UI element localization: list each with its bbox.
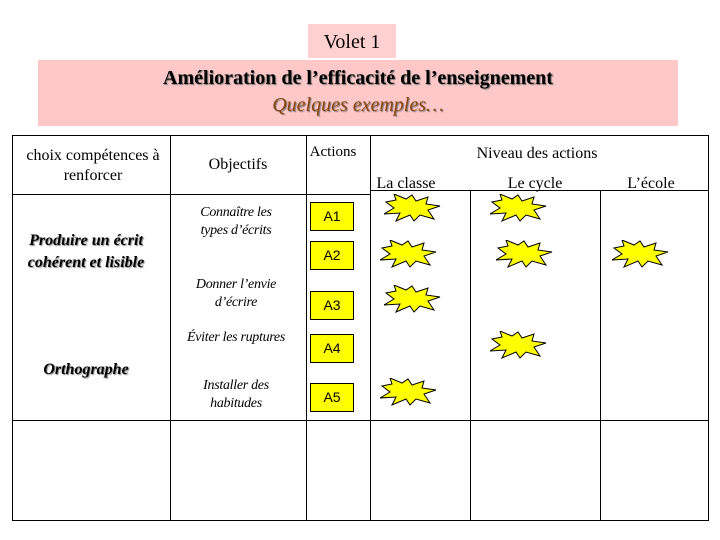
starburst-icon-a2-classe [380,240,438,268]
objectif-connaitre: Connaître les types d’écrits [200,205,272,238]
grid-line [708,135,709,521]
starburst-icon-a4-cycle [490,331,548,359]
action-badge-a4: A4 [310,334,354,363]
action-badge-a1: A1 [310,202,354,231]
starburst-icon-a1-cycle [490,194,548,222]
header-niveau: Niveau des actions [476,145,598,162]
header-actions: Actions [309,144,357,160]
header-competences: choix compétences à renforcer [26,147,160,184]
grid-line [600,190,601,521]
grid-line [12,194,371,195]
objectif-ruptures: Éviter les ruptures [187,330,285,345]
grid-line [12,135,709,136]
header-ecole: L’école [627,175,675,192]
starburst-icon-a5-classe [380,378,438,406]
starburst-icon-a2-ecole [612,240,670,268]
grid-line [12,420,709,421]
title-banner [38,60,678,126]
competence-orthographe: Orthographe [43,361,129,378]
action-badge-a3: A3 [310,291,354,320]
competence-produire: Produire un écrit cohérent et lisible [27,232,145,271]
header-cycle: Le cycle [507,175,563,192]
banner-subtitle: Quelques exemples… [272,94,444,116]
volet-label: Volet 1 [308,24,396,58]
grid-line [470,190,471,521]
starburst-icon-a1-classe [384,194,442,222]
action-badge-a5: A5 [310,383,354,412]
grid-line [306,135,307,521]
objectif-envie: Donner l’envie d’écrire [195,277,277,310]
starburst-icon-a3-classe [384,285,442,313]
grid-line [170,135,171,521]
grid-line [12,520,709,521]
header-objectifs: Objectifs [208,156,268,173]
header-classe: La classe [376,175,436,192]
action-badge-a2: A2 [310,241,354,270]
objectif-habitudes: Installer des habitudes [203,378,269,411]
grid-line [12,135,13,521]
banner-title: Amélioration de l’efficacité de l’enseignement [163,67,553,89]
starburst-icon-a2-cycle [496,240,554,268]
